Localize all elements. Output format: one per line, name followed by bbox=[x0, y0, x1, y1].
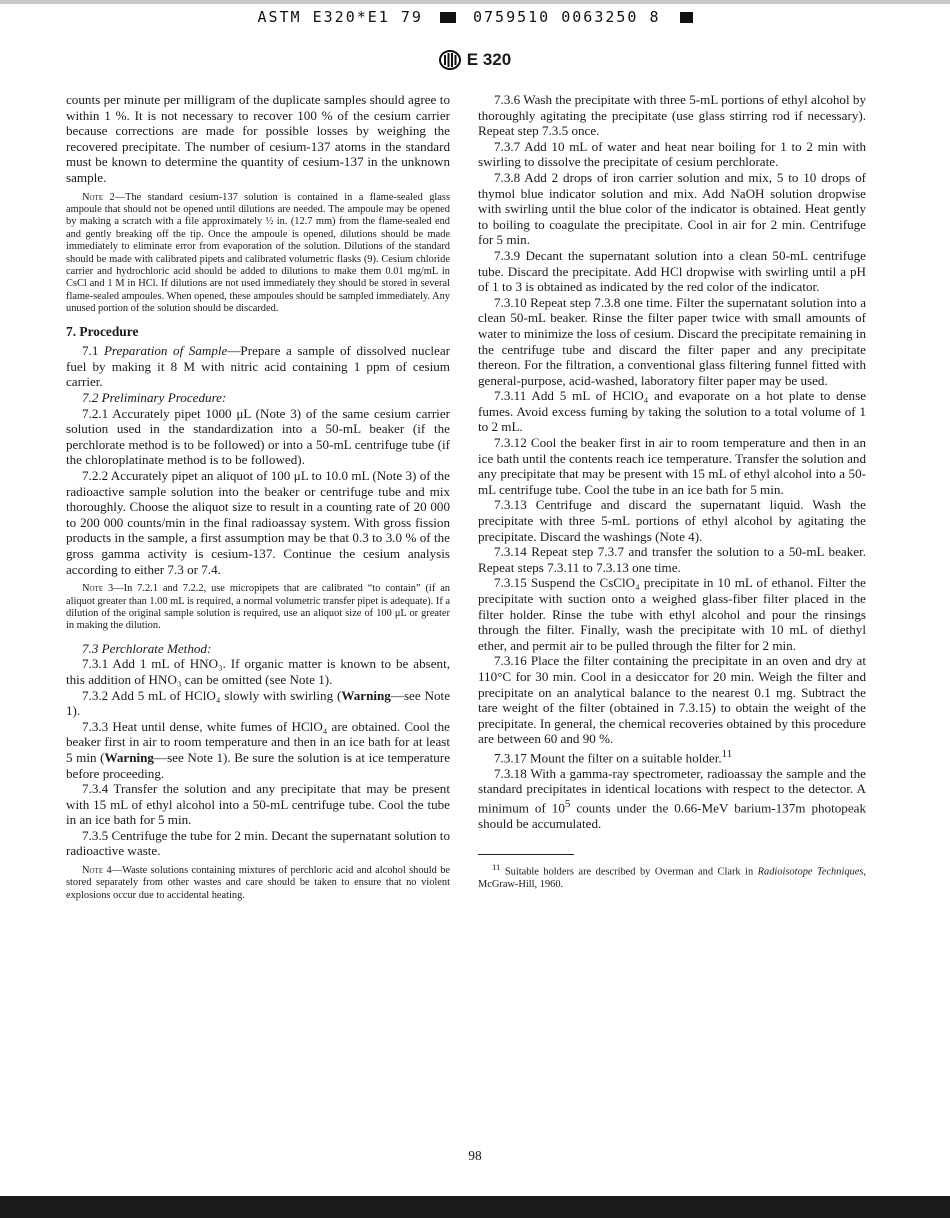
paragraph-7-2 bbox=[66, 390, 450, 406]
paragraph-7-3-14: 7.3.14 Repeat step 7.3.7 and transfer the solution to a 50-mL beaker. Repeat steps 7.3.11 to 7.3.13 one time. bbox=[478, 544, 866, 575]
catalog-number: 0759510 0063250 8 bbox=[472, 8, 661, 26]
paragraph-7-3-8: 7.3.8 Add 2 drops of iron carrier solution and mix, 5 to 10 drops of thymol blue indicator solution and mix. Add NaOH solution dropwise with swirling until the blue color of the indicator is obtained. Heat gently to boiling to coagulate the precipitate. Cool in air for 2 min. Centrifuge for 5 min. bbox=[478, 169, 866, 248]
paragraph-7-2-1: 7.2.1 Accurately pipet 1000 μL (Note 3) of the same cesium carrier solution used in the standardization into a 50-mL beaker (if the perchlorate method is to be followed) or into a 50-mL centrifuge tube (if the chloroplatinate method is to be followed). bbox=[66, 405, 450, 468]
note-text: —The standard cesium-137 solution is contained in a flame-sealed glass ampoule that should not be opened until dilutions are needed. The ampoule may be opened by making a scratch with a file approximately ½ in. (12.7 mm) from the flame-sealed end and gently breaking off the tip. Once the ampoule is opened, dilutions should be made immediately to eliminate error from evaporation of the solution. Dilutions of the standard should be made with calibrated pipets and calibrated volumetric flasks (9). Cesium chloride carrier and hydrochloric acid should be added to dilutions to make them 0.01 mg/mL in CsCl and 1 M in HCl. If dilutions are not used immediately they should be stored in several flame-sealed ampoules. When opened, these ampoules should be sampled immediately. Any unused portion of the solution should be discarded. bbox=[66, 191, 450, 315]
astm-logo-icon bbox=[439, 50, 461, 70]
step-title: Preparation of Sample bbox=[103, 343, 228, 359]
paragraph-7-1 bbox=[66, 343, 450, 390]
left-column bbox=[66, 92, 450, 910]
section-heading-procedure: 7. Procedure bbox=[66, 323, 139, 339]
right-column bbox=[478, 92, 866, 891]
paragraph-7-3 bbox=[66, 641, 450, 657]
exponent: 5 bbox=[564, 798, 571, 811]
paragraph-7-3-17 bbox=[478, 747, 866, 766]
warning-label: Warning bbox=[341, 687, 391, 703]
standard-designation bbox=[0, 50, 950, 70]
footnote-number: 11 bbox=[492, 861, 501, 872]
note-label: Note 2 bbox=[82, 191, 115, 203]
warning-label: Warning bbox=[104, 749, 154, 765]
paragraph-7-3-6: 7.3.6 Wash the precipitate with three 5-mL portions of ethyl alcohol by thoroughly agitating the precipitate (use glass stirring rod if necessary). Repeat step 7.3.5 once. bbox=[478, 92, 866, 139]
step-title: 7.2 Preliminary Procedure: bbox=[82, 390, 227, 405]
step-text: counts under the 0.66-MeV barium-137m photopeak should be accumulated. bbox=[478, 800, 866, 832]
paragraph-7-3-7: 7.3.7 Add 10 mL of water and heat near boiling for 1 to 2 min with swirling to dissolve the precipitate of cesium perchlorate. bbox=[478, 138, 866, 170]
scan-top-edge bbox=[0, 0, 950, 4]
designation-number: E 320 bbox=[466, 50, 512, 69]
step-text: 7.3.18 With a gamma-ray spectrometer, radioassay the sample and the standard precipitates in identical locations with respect to the detector. A minimum of 10 bbox=[478, 765, 866, 816]
paragraph-7-3-5: 7.3.5 Centrifuge the tube for 2 min. Decant the supernatant solution to radioactive waste. bbox=[66, 827, 450, 859]
note-label: Note 3 bbox=[82, 583, 114, 595]
page-number: 98 bbox=[468, 1148, 482, 1163]
redaction-block bbox=[680, 12, 693, 23]
paragraph-continued: counts per minute per milligram of the duplicate samples should agree to within 1 %. It is not necessary to recover 100 % of the cesium carrier because corrections are made for possible losses by weighing the recovered precipitate. The number of cesium-137 atoms in the standard must be known to determine the quantity of cesium-137 in the unknown sample. bbox=[66, 92, 450, 185]
paragraph-7-3-4: 7.3.4 Transfer the solution and any precipitate that may be present with 15 mL of ethyl alcohol into a 50-mL centrifuge tube. Cool the tube in an ice bath for 5 min. bbox=[66, 781, 450, 828]
footnote-ref: 11 bbox=[721, 747, 733, 760]
step-text: —see Note 1). Be sure the solution is at ice temperature before proceeding. bbox=[66, 749, 451, 781]
paragraph-7-3-9: 7.3.9 Decant the supernatant solution into a clean 50-mL centrifuge tube. Discard the precipitate. Add HCl dropwise with swirling until a pH of 1 to 3 is obtained as indicated by the red color of the indicator. bbox=[478, 247, 866, 295]
note-text: —In 7.2.1 and 7.2.2, use micropipets that are calibrated “to contain” (if an aliquot greater than 1.00 mL is required, a normal volumetric transfer pipet is adequate). If a dilution of the original sample solution is required, use an aliquot size of 100 μL or greater in making the dilution. bbox=[66, 583, 450, 632]
footnote-11 bbox=[478, 861, 866, 891]
scan-bottom-edge bbox=[0, 1196, 950, 1218]
note-4 bbox=[66, 865, 450, 902]
astm-code: ASTM E320*E1 79 bbox=[257, 8, 423, 26]
footnote-text: , McGraw-Hill, 1960. bbox=[478, 866, 866, 890]
note-text: —Waste solutions containing mixtures of perchloric acid and alcohol should be stored separately from other wastes and care should be taken to ensure that no violent explosions occur due to accidental heating. bbox=[66, 865, 451, 901]
paragraph-7-3-1: 7.3.1 Add 1 mL of HNO₃. If organic matter is known to be absent, this addition of HNO₃ can be omitted (see Note 1). bbox=[66, 656, 450, 687]
paragraph-7-3-13: 7.3.13 Centrifuge and discard the supernatant liquid. Wash the precipitate with three 5-mL portions of ethyl alcohol by agitating the precipitate. Discard the washings (Note 4). bbox=[478, 497, 866, 544]
paragraph-7-3-2 bbox=[66, 688, 450, 719]
paragraph-7-3-15: 7.3.15 Suspend the CsClO₄ precipitate in 10 mL of ethanol. Filter the precipitate with suction onto a weighed glass-fiber filter placed in the filter holder. Rinse the tube with ethyl alcohol and pour the rinsings through the filter. Finally, wash the precipitate with 10 mL of diethyl ether, and permit air to be pulled through the filter for 2 min. bbox=[478, 575, 866, 653]
step-text: 7.3.3 Heat until dense, white fumes of HClO₄ are obtained. Cool the beaker first in air to room temperature and then in an ice bath for at least 5 min ( bbox=[66, 718, 450, 765]
step-number: 7.1 bbox=[82, 343, 104, 359]
paragraph-7-3-11: 7.3.11 Add 5 mL of HClO₄ and evaporate on a hot plate to dense fumes. Avoid excess fuming by taking the solution to a total volume of 1 to 2 mL. bbox=[478, 388, 866, 435]
step-text: 7.3.17 Mount the filter on a suitable holder. bbox=[494, 750, 722, 766]
paragraph-7-3-10: 7.3.10 Repeat step 7.3.8 one time. Filter the supernatant solution into a clean 50-mL beaker. Rinse the filter paper twice with small amounts of water to minimize the loss of cesium. Discard the precipitate remaining in the centrifuge tube and discard the filter paper and any precipitate thereon. For the filtration, a conventional glass filtering funnel fitted with general-purpose, acid-washed, laboratory filter paper may be used. bbox=[478, 294, 866, 388]
step-text: —Prepare a sample of dissolved nuclear fuel by making it 8 M with nitric acid containing 1 ppm of cesium carrier. bbox=[66, 343, 451, 390]
step-text: 7.3.2 Add 5 mL of HClO₄ slowly with swirling ( bbox=[82, 687, 342, 703]
paragraph-7-2-2: 7.2.2 Accurately pipet an aliquot of 100 μL to 10.0 mL (Note 3) of the radioactive sample solution into the beaker or centrifuge tube and mix thoroughly. Choose the aliquot size to result in a counting rate of 20 000 to 200 000 counts/min in the final radioassay system. With gross fission products in the sample, a first assumption may be that 0.3 to 3.0 % of the gross gamma activity is cesium-137. Continue the cesium analysis according to either 7.3 or 7.4. bbox=[66, 467, 450, 577]
note-label: Note 4 bbox=[82, 865, 112, 877]
note-3 bbox=[66, 583, 450, 633]
redaction-block bbox=[440, 12, 456, 23]
paragraph-7-3-16: 7.3.16 Place the filter containing the precipitate in an oven and dry at 110°C for 30 min. Cool in a desiccator for 20 min. Weigh the filter and precipitate on an analytical balance to the nearest 0.1 mg. Subtract the tare weight of the filter (obtained in 7.3.15) to obtain the weight of the precipitate. In general, the chemical recoveries obtained by this procedure are between 60 and 90 %. bbox=[478, 653, 866, 747]
footnote-text: Suitable holders are described by Overman and Clark in bbox=[500, 866, 758, 878]
step-title: 7.3 Perchlorate Method: bbox=[82, 640, 212, 656]
paragraph-7-3-12: 7.3.12 Cool the beaker first in air to room temperature and then in an ice bath until the contents reach ice temperature. Transfer the solution and any precipitate that may be present with 15 mL of ethyl alcohol into a 50-mL centrifuge tube. Cool the tube in an ice bath for 5 min. bbox=[478, 435, 866, 497]
paragraph-7-3-18 bbox=[478, 766, 866, 832]
footnote-divider bbox=[478, 854, 574, 855]
note-2 bbox=[66, 192, 450, 316]
footnote-book-title: Radioisotope Techniques bbox=[757, 866, 864, 878]
paragraph-7-3-3 bbox=[66, 719, 450, 781]
step-text: —see Note 1). bbox=[66, 687, 450, 719]
document-code-header bbox=[0, 8, 950, 26]
